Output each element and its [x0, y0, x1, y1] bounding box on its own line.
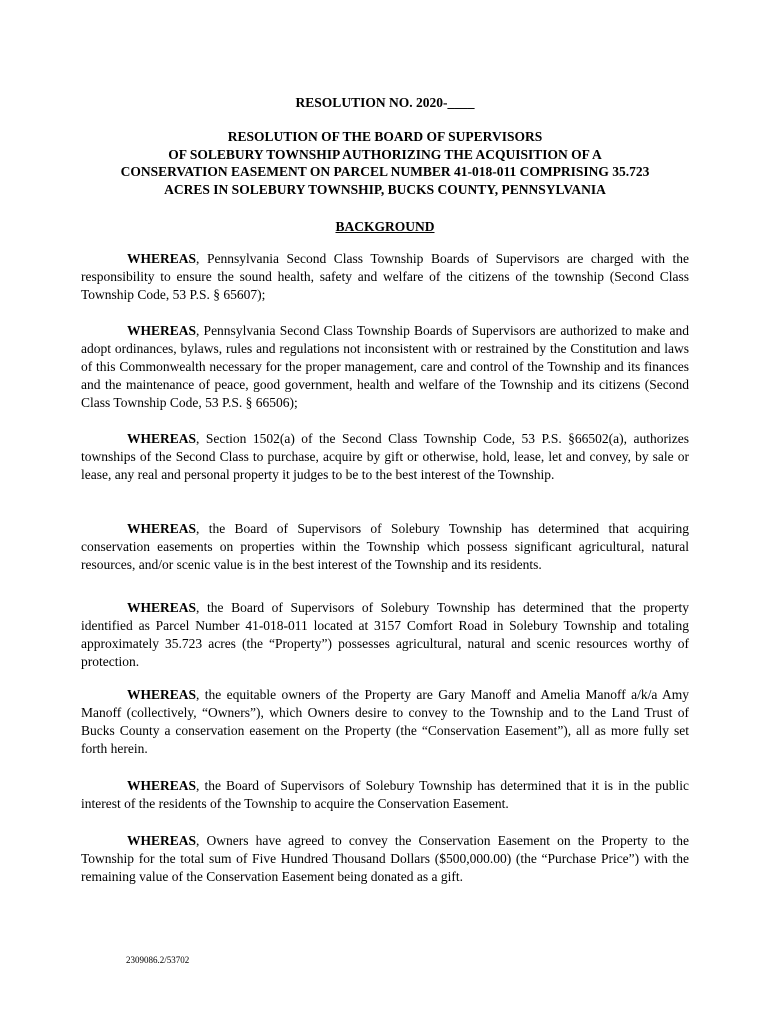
- background-heading: BACKGROUND: [335, 219, 435, 234]
- clause-lead: WHEREAS: [127, 521, 197, 536]
- title-line: ACRES IN SOLEBURY TOWNSHIP, BUCKS COUNTY, PENNSYLVANIA: [164, 181, 606, 197]
- whereas-clause: [81, 777, 689, 813]
- clause-lead: WHEREAS: [127, 323, 197, 338]
- clause-lead: WHEREAS: [127, 778, 197, 793]
- resolution-title: [60, 128, 710, 198]
- whereas-clause: [81, 322, 689, 412]
- clause-text: , Pennsylvania Second Class Township Boards of Supervisors are authorized to make and adopt ordinances, bylaws, rules and regulations not inconsistent with or restrained by the Constitution and laws of this Commonwealth necessary for the proper management, care and control of the Township and its finances and the maintenance of peace, good government, health and welfare of the Township and its citizens (Second Class Township Code, 53 P.S. § 66506);: [81, 323, 689, 410]
- clause-lead: WHEREAS: [127, 431, 197, 446]
- whereas-clause: [81, 832, 689, 886]
- document-id: 2309086.2/53702: [126, 955, 190, 965]
- whereas-clause: [81, 430, 689, 484]
- title-line: RESOLUTION OF THE BOARD OF SUPERVISORS: [227, 129, 543, 144]
- whereas-clause: [81, 599, 689, 671]
- title-line: CONSERVATION EASEMENT ON PARCEL NUMBER 41-018-011 COMPRISING 35.723: [120, 164, 650, 179]
- whereas-clause: [81, 520, 689, 574]
- clause-lead: WHEREAS: [127, 833, 197, 848]
- clause-lead: WHEREAS: [127, 687, 197, 702]
- clause-text: , the Board of Supervisors of Solebury Township has determined that the property identified as Parcel Number 41-018-011 located at 3157 Comfort Road in Solebury Township and totaling approximately 35.723 acres (the “Property”) possesses agricultural, natural and scenic resources worthy of protection.: [81, 600, 689, 669]
- title-line: OF SOLEBURY TOWNSHIP AUTHORIZING THE ACQUISITION OF A: [168, 146, 602, 162]
- clause-text: , Section 1502(a) of the Second Class Township Code, 53 P.S. §66502(a), authorizes townships of the Second Class to purchase, acquire by gift or otherwise, hold, lease, let and convey, by sale or lease, any real and personal property it judges to be to the best interest of the Township.: [81, 431, 689, 482]
- clause-text: , Owners have agreed to convey the Conservation Easement on the Property to the Township for the total sum of Five Hundred Thousand Dollars ($500,000.00) (the “Purchase Price”) with the remaining value of the Conservation Easement being donated as a gift.: [81, 833, 689, 884]
- clause-text: , Pennsylvania Second Class Township Boards of Supervisors are charged with the responsibility to ensure the sound health, safety and welfare of the citizens of the township (Second Class Township Code, 53 P.S. § 65607);: [81, 251, 689, 302]
- clause-text: , the equitable owners of the Property are Gary Manoff and Amelia Manoff a/k/a Amy Manoff (collectively, “Owners”), which Owners desire to convey to the Township and to the Land Trust of Bucks County a conservation easement on the Property (the “Conservation Easement”), all as more fully set forth herein.: [81, 687, 689, 756]
- clause-text: , the Board of Supervisors of Solebury Township has determined that acquiring conservation easements on properties within the Township which possess significant agricultural, natural resources, and/or scenic value is in the best interest of the Township and its residents.: [81, 521, 689, 572]
- clause-lead: WHEREAS: [127, 251, 197, 266]
- resolution-number: RESOLUTION NO. 2020-____: [295, 95, 475, 110]
- clause-lead: WHEREAS: [127, 600, 197, 615]
- whereas-clause: [81, 250, 689, 304]
- whereas-clause: [81, 686, 689, 758]
- clause-text: , the Board of Supervisors of Solebury Township has determined that it is in the public interest of the residents of the Township to acquire the Conservation Easement.: [81, 778, 689, 811]
